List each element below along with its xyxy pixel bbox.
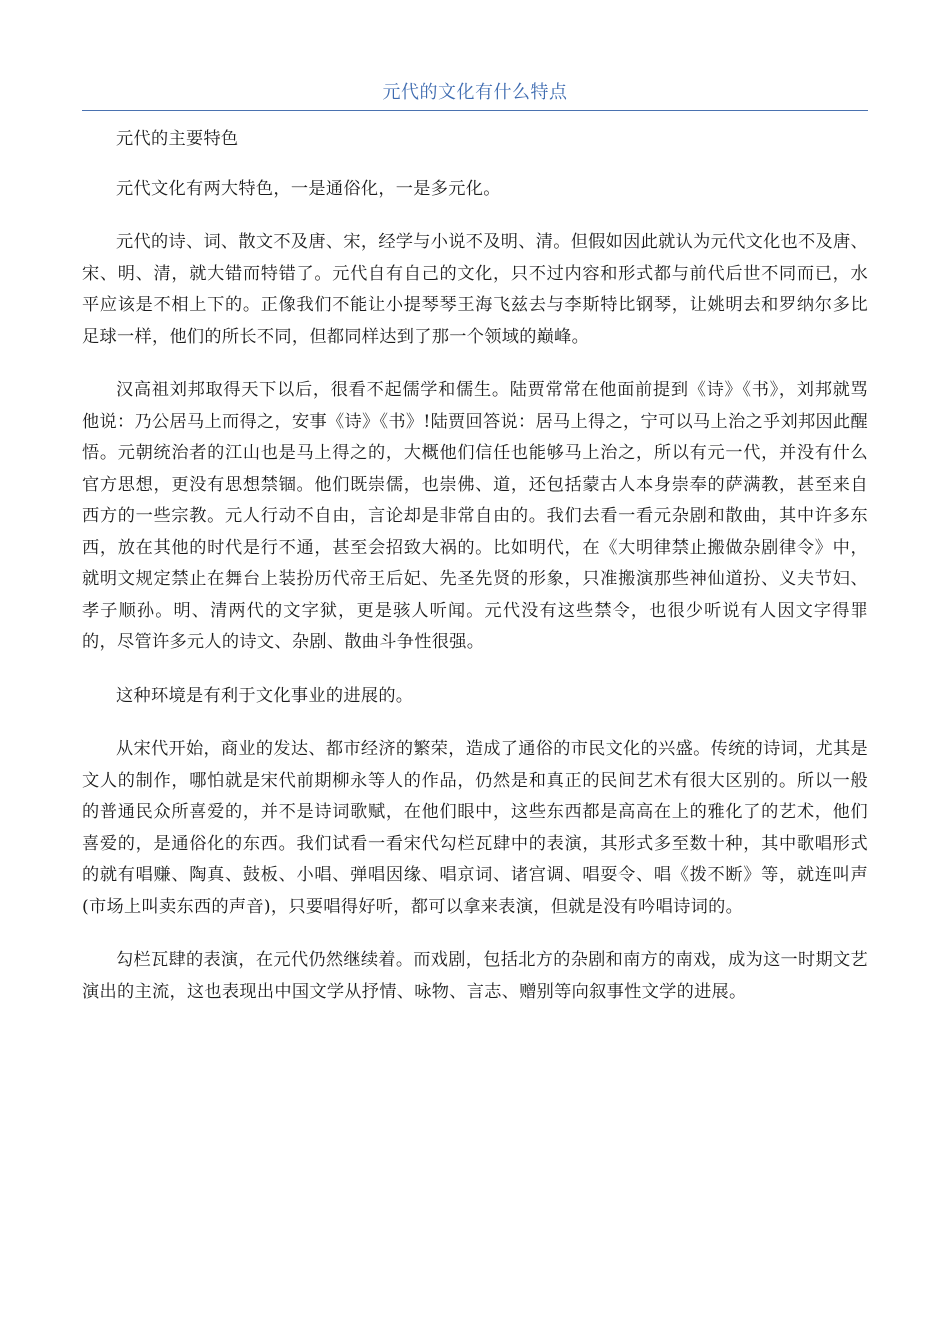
paragraph: 从宋代开始，商业的发达、都市经济的繁荣，造成了通俗的市民文化的兴盛。传统的诗词，尤其是文人的制作，哪怕就是宋代前期柳永等人的作品，仍然是和真正的民间艺术有很大区别的。所以一般的普通民众所喜爱的，并不是诗词歌赋，在他们眼中，这些东西都是高高在上的雅化了的艺术，他们喜爱的，是通俗化的东西。我们试看一看宋代勾栏瓦肆中的表演，其形式多至数十种，其中歌唱形式的就有唱赚、陶真、鼓板、小唱、弹唱因缘、唱京词、诸宫调、唱耍令、唱《拨不断》等，就连叫声(市场上叫卖东西的声音)，只要唱得好听，都可以拿来表演，但就是没有吟唱诗词的。 (82, 739, 868, 917)
document-body (82, 124, 868, 1030)
paragraph: 这种环境是有利于文化事业的进展的。 (116, 685, 414, 706)
section-heading: 元代的主要特色 (116, 129, 239, 149)
paragraph: 勾栏瓦肆的表演，在元代仍然继续着。而戏剧，包括北方的杂剧和南方的南戏，成为这一时期文艺演出的主流，这也表现出中国文学从抒情、咏物、言志、赠别等向叙事性文学的进展。 (82, 950, 868, 1002)
page-title: 元代的文化有什么特点 (382, 82, 568, 103)
paragraph: 元代的诗、词、散文不及唐、宋，经学与小说不及明、清。但假如因此就认为元代文化也不及唐、宋、明、清，就大错而特错了。元代自有自己的文化，只不过内容和形式都与前代后世不同而已，水平应该是不相上下的。正像我们不能让小提琴琴王海飞兹去与李斯特比钢琴，让姚明去和罗纳尔多比足球一样，他们的所长不同，但都同样达到了那一个领域的巅峰。 (82, 232, 868, 347)
paragraph: 元代文化有两大特色，一是通俗化，一是多元化。 (116, 178, 501, 199)
page-header (82, 78, 868, 111)
paragraph: 汉高祖刘邦取得天下以后，很看不起儒学和儒生。陆贾常常在他面前提到《诗》《书》，刘邦就骂他说：乃公居马上而得之，安事《诗》《书》!陆贾回答说：居马上得之，宁可以马上治之乎刘邦因此醒悟。元朝统治者的江山也是马上得之的，大概他们信任也能够马上治之，所以有元一代，并没有什么官方思想，更没有思想禁锢。他们既崇儒，也崇佛、道，还包括蒙古人本身崇奉的萨满教，甚至来自西方的一些宗教。元人行动不自由，言论却是非常自由的。我们去看一看元杂剧和散曲，其中许多东西，放在其他的时代是行不通，甚至会招致大祸的。比如明代，在《大明律禁止搬做杂剧律令》中，就明文规定禁止在舞台上装扮历代帝王后妃、先圣先贤的形象，只准搬演那些神仙道扮、义夫节妇、孝子顺孙。明、清两代的文字狱，更是骇人听闻。元代没有这些禁令，也很少听说有人因文字得罪的，尽管许多元人的诗文、杂剧、散曲斗争性很强。 (82, 380, 868, 652)
